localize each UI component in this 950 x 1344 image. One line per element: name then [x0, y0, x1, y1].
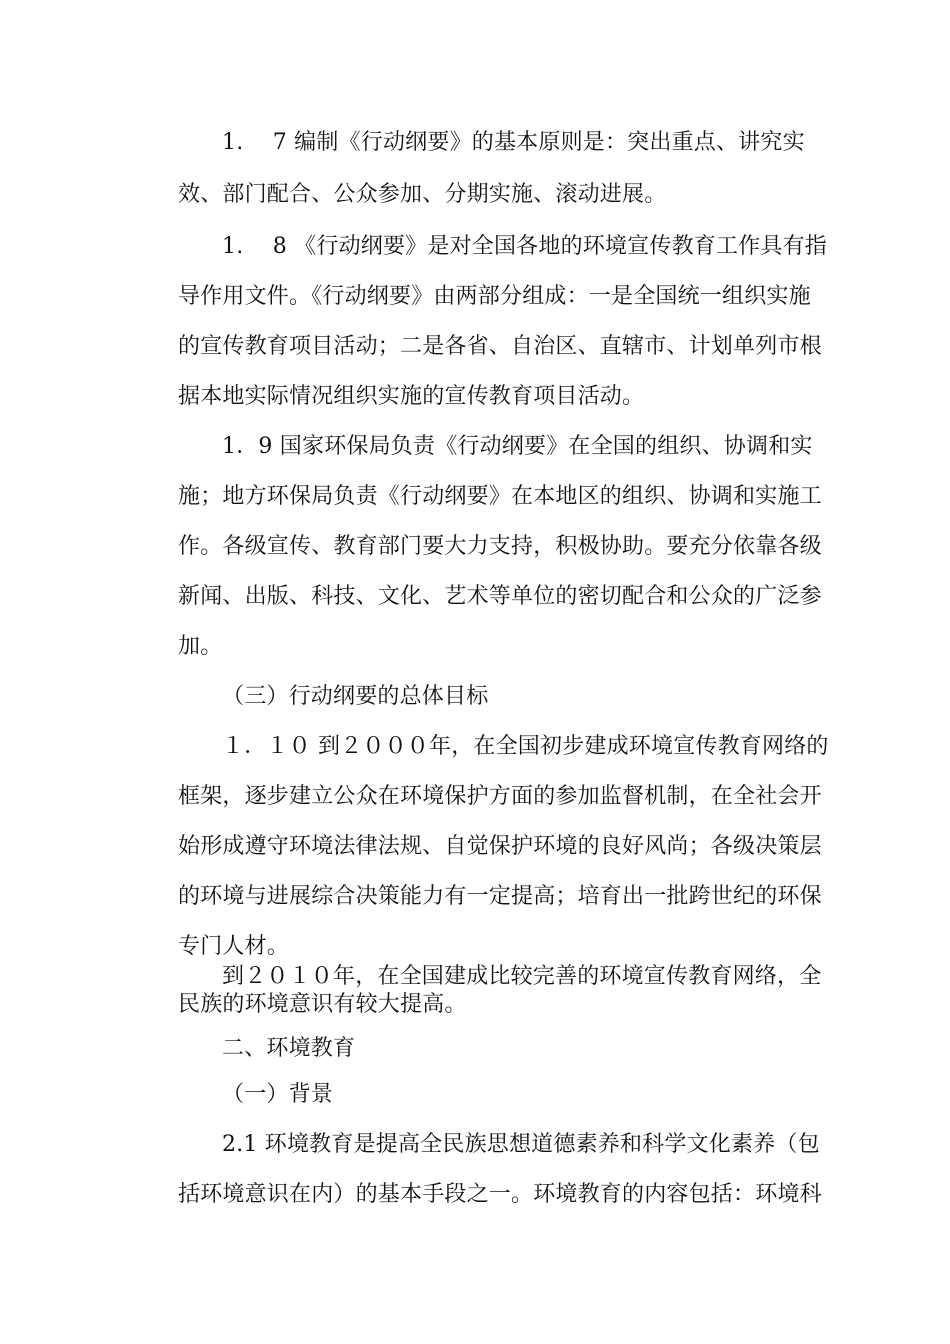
- paragraph-1-10-line-5: 专门人材。: [178, 934, 290, 959]
- paragraph-1-10-line-3: 始形成遵守环境法律法规、自觉保护环境的良好风尚；各级决策层: [178, 834, 822, 859]
- paragraph-1-9-line-4: 新闻、出版、科技、文化、艺术等单位的密切配合和公众的广泛参: [178, 584, 822, 609]
- paragraph-1-9-line-5: 加。: [178, 634, 223, 659]
- paragraph-1-7-line-2: 效、部门配合、公众参加、分期实施、滚动进展。: [178, 182, 667, 207]
- paragraph-1-9-line-3: 作。各级宣传、教育部门要大力支持，积极协助。要充分依靠各级: [178, 534, 822, 559]
- section-heading-three: （三）行动纲要的总体目标: [222, 684, 489, 709]
- paragraph-1-9-line-1: 1．9 国家环保局负责《行动纲要》在全国的组织、协调和实: [222, 434, 813, 459]
- paragraph-2010-line-2: 民族的环境意识有较大提高。: [178, 992, 467, 1017]
- paragraph-1-8-line-4: 据本地实际情况组织实施的宣传教育项目活动。: [178, 384, 645, 409]
- section-heading-two: 二、环境教育: [222, 1036, 356, 1061]
- paragraph-1-8-line-1: 1. 8 《行动纲要》是对全国各地的环境宣传教育工作具有指: [222, 234, 827, 259]
- paragraph-2010-line-1: 到２０１０年，在全国建成比较完善的环境宣传教育网络，全: [222, 964, 822, 989]
- subsection-heading-background: （一）背景: [222, 1082, 334, 1107]
- paragraph-1-10-line-1: １．１０ 到２０００年，在全国初步建成环境宣传教育网络的: [222, 734, 829, 759]
- paragraph-1-8-line-2: 导作用文件。《行动纲要》由两部分组成：一是全国统一组织实施: [178, 284, 811, 309]
- paragraph-1-7-line-1: 1. 7 编制《行动纲要》的基本原则是：突出重点、讲究实: [222, 130, 805, 155]
- paragraph-1-8-line-3: 的宣传教育项目活动；二是各省、自治区、直辖市、计划单列市根: [178, 334, 822, 359]
- paragraph-1-10-line-2: 框架，逐步建立公众在环境保护方面的参加监督机制，在全社会开: [178, 784, 822, 809]
- paragraph-2-1-line-1: 2.1 环境教育是提高全民族思想道德素养和科学文化素养（包: [222, 1132, 820, 1157]
- paragraph-1-10-line-4: 的环境与进展综合决策能力有一定提高；培育出一批跨世纪的环保: [178, 884, 822, 909]
- paragraph-1-9-line-2: 施；地方环保局负责《行动纲要》在本地区的组织、协调和实施工: [178, 484, 822, 509]
- paragraph-2-1-line-2: 括环境意识在内）的基本手段之一。环境教育的内容包括：环境科: [178, 1182, 822, 1207]
